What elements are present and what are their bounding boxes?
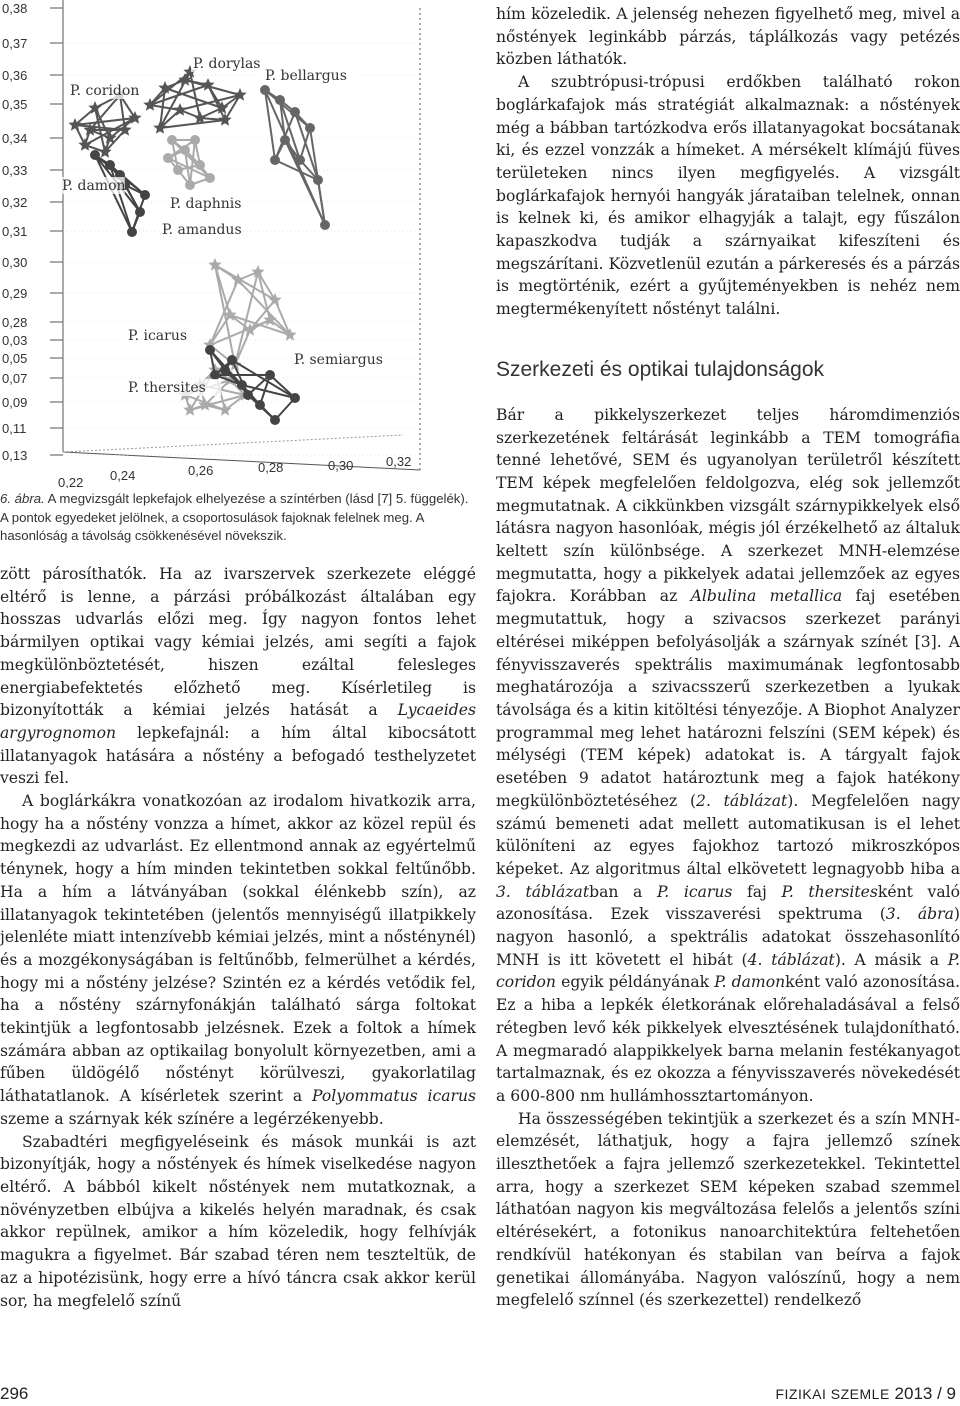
data-point [265, 370, 275, 380]
data-point [78, 138, 91, 151]
data-point [290, 393, 300, 403]
y-tick-label: 0,38 [2, 1, 28, 16]
left-paragraph-2: A boglárkákra vonatkozóan az irodalom hivatkozik arra, hogy ha a nőstény vonzza a hímet, akkor az közel repül és megkezdi az udvarlást. Ez ellentmond annak az egyértelmű ténynek, hogy a hím minden tekintetben sokkal feltűnőbb. Ha a hím a látványában (sokkal élénkebb szín), az illatanyagok tekintetében (jelentős mennyiségű illatpikkely jelenléte miatt intenzívebb kémiai jelzés, mint a nősténynél) és a mozgékonyságában is feltűnőbb, felmerülhet a kérdés, hogy mi a nőstény jelzése? Szintén ez a kérdés vetődik fel, ha a nőstény szárnyfonákján található sárga foltokat tekintjük a legfontosabb jelzésnek. Ezek a foltok a hímek számára abban az optikailag bonyolult környezetben, ami a fűben üldögélő nőstényt körülveszi, gyakorlatilag láthatatlanok. A kísérletek szerint a Polyommatus icarus szeme a szárnyak kék színére a legérzékenyebb. [0, 792, 476, 1128]
y-tick-label: 0,33 [2, 163, 28, 178]
figure-6 [0, 0, 470, 488]
data-point [275, 95, 285, 105]
data-point [243, 390, 253, 400]
y-tick-label: 0,32 [2, 195, 28, 210]
y-tick-label: 0,03 [2, 333, 28, 348]
species-label: P. dorylas [193, 56, 261, 72]
data-point [270, 155, 280, 165]
journal-issue: 2013 / 9 [894, 1384, 956, 1403]
y-tick-label: 0,35 [2, 97, 28, 112]
right-paragraph-4: Ha összességében tekintjük a szerkezet és a szín MNH-elemzését, láthatjuk, hogy a fajra jellemző színek illeszthetőek a fajra jellemző szerkezetekkel. Tekintettel arra, hogy a szerkezet SEM képeken szabad szemmel láthatóan nagyon kis megváltozása felelős a jelentős színi eltérésekért, a fotonikus nanoarchitektúra feltehetően rendkívül hatékonyan és stabilan van beírva a fajok genetikai állományába. Nagyon valószínű, hogy a nem megfelelő színnel (és szerkezettel) rendelkező [496, 1109, 960, 1310]
data-point [183, 403, 196, 416]
y-tick-label: 0,13 [2, 448, 28, 463]
species-label: P. coridon [70, 83, 140, 99]
data-point [268, 293, 281, 306]
series-p-bellargus [260, 85, 330, 230]
journal-footer [775, 1384, 956, 1404]
data-point [167, 135, 177, 145]
y-tick-label: 0,36 [2, 68, 28, 83]
page-number: 296 [0, 1384, 29, 1403]
journal-name: FIZIKAI SZEMLE [775, 1386, 890, 1402]
y-tick-label: 0,05 [2, 351, 28, 366]
data-point [313, 175, 323, 185]
data-point [90, 150, 100, 160]
y-tick-label: 0,31 [2, 224, 28, 239]
depth-line [63, 435, 403, 452]
right-paragraph-3: Bár a pikkelyszerkezet teljes háromdimenziós szerkezetének feltárását leginkább a TEM tomográfia tenné lehetővé, SEM és ugyanolyan területről készített TEM képek megfelelően feldolgozva, elég sok jellemzőt megmutatnak. A cikkünkben vizsgált szárnypikkelyek első látásra nagyon hasonlóak, mégis jól érzékelhető az általuk keltett szín különbsége. A szerkezet MNH-elemzése megmutatta, hogy a pikkelyek adatai jellemzőek az egyes fajokra. Korábban az Albulina metallica faj esetében megmutattuk, hogy a szivacsos szerkezet parányi eltérései miképpen befolyásolják a szárnyak színét [3]. A fényvisszaverés spektrális maximumának legfontosabb meghatározója a szivacsszerű szerkezetben a lyukak távolsága és a kitin kitöltési tényezője. A Biophot Analyzer programmal meg lehet határozni felszíni (SEM képek) és mélységi (TEM képek) adatokat is. A tárgyalt fajok esetében 9 adatot határoztunk meg a fajok hatékony megkülönböztetéséhez (2. táblázat). Megfelelően nagy számú bemeneti adat mellett automatikusan is el lehet különíteni az egyes fajokhoz tartozó mikroszkópos képeket. Az algoritmus által elkövetett legnagyobb hiba a 3. táblázatban a P. icarus faj P. thersitesként való azonosítása. Ezek visszaverési spektruma (3. ábra) nagyon hasonló, a spektrális adatokat összehasonlító MNH is itt követett el hibát (4. táblázat). A másik a P. coridon egyik példányának P. damonként való azonosítása. Ez a hiba a lepkék életkorának előrehaladásával a felső rétegben levő kék pikkelyek elvesztésének tulajdonítható. A megmaradó alappikkelyek barna melanin festékanyagot tartalmaznak, és ez okozza a fényvisszaverés növekedését a 600-800 nm hullámhossztartományon. [496, 405, 960, 1105]
x-tick-label: 0,24 [110, 468, 136, 483]
right-paragraph-2: A szubtrópusi-trópusi erdőkben található rokon boglárkafajok más stratégiát alkalmaznak: a nőstények még a bábban tartózkodva erős illatanyagokat bocsátanak ki, és ezzel vonzzák a hímeket. A mérsékelt klímájú füves területeken nincs ilyen megfigyelés. A vizsgált boglárkafajok hernyói hangyák járataiban telelnek, onnan is kelnek ki, és amikor elhagyják a talajt, egy fűszálon kapaszkodva tudják a szárnyaikat kifeszíteni és megszárítani. Közvetlenül ezután a párkeresés és a párzás is megtörténik, ezért a gyűjteményekben is nehéz nem megtermékenyített nőstényt találni. [496, 73, 960, 319]
species-label: P. icarus [128, 328, 188, 344]
data-point [180, 145, 190, 155]
data-point [127, 227, 137, 237]
data-point [305, 123, 315, 133]
x-tick-label: 0,32 [386, 454, 412, 469]
y-tick-label: 0,11 [2, 421, 27, 436]
species-label: P. amandus [162, 222, 242, 238]
caption-label: 6. ábra. [0, 491, 45, 506]
y-tick-label: 0,37 [2, 36, 28, 51]
data-point [205, 173, 215, 183]
data-point [135, 207, 145, 217]
data-point [218, 113, 231, 126]
data-point [237, 380, 247, 390]
species-label: P. damon [62, 178, 126, 194]
right-paragraph-1: hím közeledik. A jelenség nehezen figyelhető meg, mivel a nőstények leginkább párzás, táplálkozás vagy petézés közben láthatók. [496, 5, 960, 69]
data-point [220, 365, 230, 375]
series-layer [68, 65, 330, 425]
x-tick-label: 0,30 [328, 458, 354, 473]
data-point [190, 135, 200, 145]
species-label: P. bellargus [265, 68, 347, 84]
figure-caption [0, 490, 472, 546]
x-tick-group [58, 454, 411, 488]
data-point [173, 165, 183, 175]
data-point [195, 160, 205, 170]
data-point [105, 160, 115, 170]
data-point [290, 107, 300, 117]
left-paragraph-3: Szabadtéri megfigyeléseink és mások munkái is azt bizonyítják, hogy a nőstények és hímek viselkedése nagyon eltérő. A bábból kikelt nőstények nem mutatkoznak, a növényzetben elbújva a kikelés helyén maradnak, és csak akkor repülnek, amikor a hím közeledik, hogy felhívják magukra a figyelmet. Bár szabad téren nem teszteltük, de az a hipotézisünk, hogy erre a hívó táncra csak akkor kerül sor, ha megfelelő színű [0, 1132, 476, 1310]
section-heading: Szerkezeti és optikai tulajdonságok [496, 357, 825, 381]
species-label: P. daphnis [170, 196, 242, 212]
data-point [227, 355, 237, 365]
data-point [140, 190, 150, 200]
data-point [210, 370, 220, 380]
series-link [190, 72, 200, 118]
right-column [496, 3, 960, 1312]
data-point [270, 415, 280, 425]
species-label: P. semiargus [294, 352, 383, 368]
data-point [295, 155, 305, 165]
data-point [280, 135, 290, 145]
x-tick-label: 0,28 [258, 460, 284, 475]
y-tick-label: 0,30 [2, 255, 28, 270]
data-point [218, 403, 231, 416]
left-paragraph-1: zött párosíthatók. Ha az ivarszervek szerkezete eléggé eltérő is lenne, a párzási próbálkozást általában egy hosszas udvarlás előzi meg. Így nagyon fontos lehet bármilyen optikai vagy kémiai jelzés, ami segíti a fajok megkülönböztetését, hiszen ezáltal felesleges energiabefektetés előzhető meg. Kísérletileg is bizonyították a kémiai jelzés hatását a Lycaeides argyrognomon lepkefajnál: a hím által kibocsátott illatanyagok hatására a nőstény a befogadó testhelyzetet veszi fel. [0, 565, 476, 788]
data-point [320, 220, 330, 230]
x-tick-label: 0,26 [188, 463, 214, 478]
data-point [201, 78, 214, 91]
data-point [260, 85, 270, 95]
y-tick-label: 0,09 [2, 395, 28, 410]
data-point [185, 180, 195, 190]
series-p-dorylas [143, 65, 246, 134]
y-tick-label: 0,07 [2, 371, 28, 386]
y-tick-label: 0,29 [2, 286, 28, 301]
data-point [205, 345, 215, 355]
x-tick-label: 0,22 [58, 475, 84, 488]
series-link [90, 95, 120, 130]
series-link [160, 120, 225, 128]
species-label: P. thersites [128, 380, 206, 396]
series-p-daphnis [163, 135, 215, 190]
caption-text: A megvizsgált lepkefajok elhelyezése a színtérben (lásd [7] 5. függelék). A pontok egyedeket jelölnek, a csoportosulások fajoknak felelnek meg. A hasonlóság a távolság csökkenésével növekszik. [0, 491, 469, 543]
series-p-icarus [203, 258, 296, 371]
left-column [0, 563, 476, 1312]
y-tick-label: 0,34 [2, 131, 28, 146]
scatter-chart [0, 0, 470, 488]
y-tick-label: 0,28 [2, 315, 28, 330]
data-point [255, 400, 265, 410]
data-point [163, 153, 173, 163]
